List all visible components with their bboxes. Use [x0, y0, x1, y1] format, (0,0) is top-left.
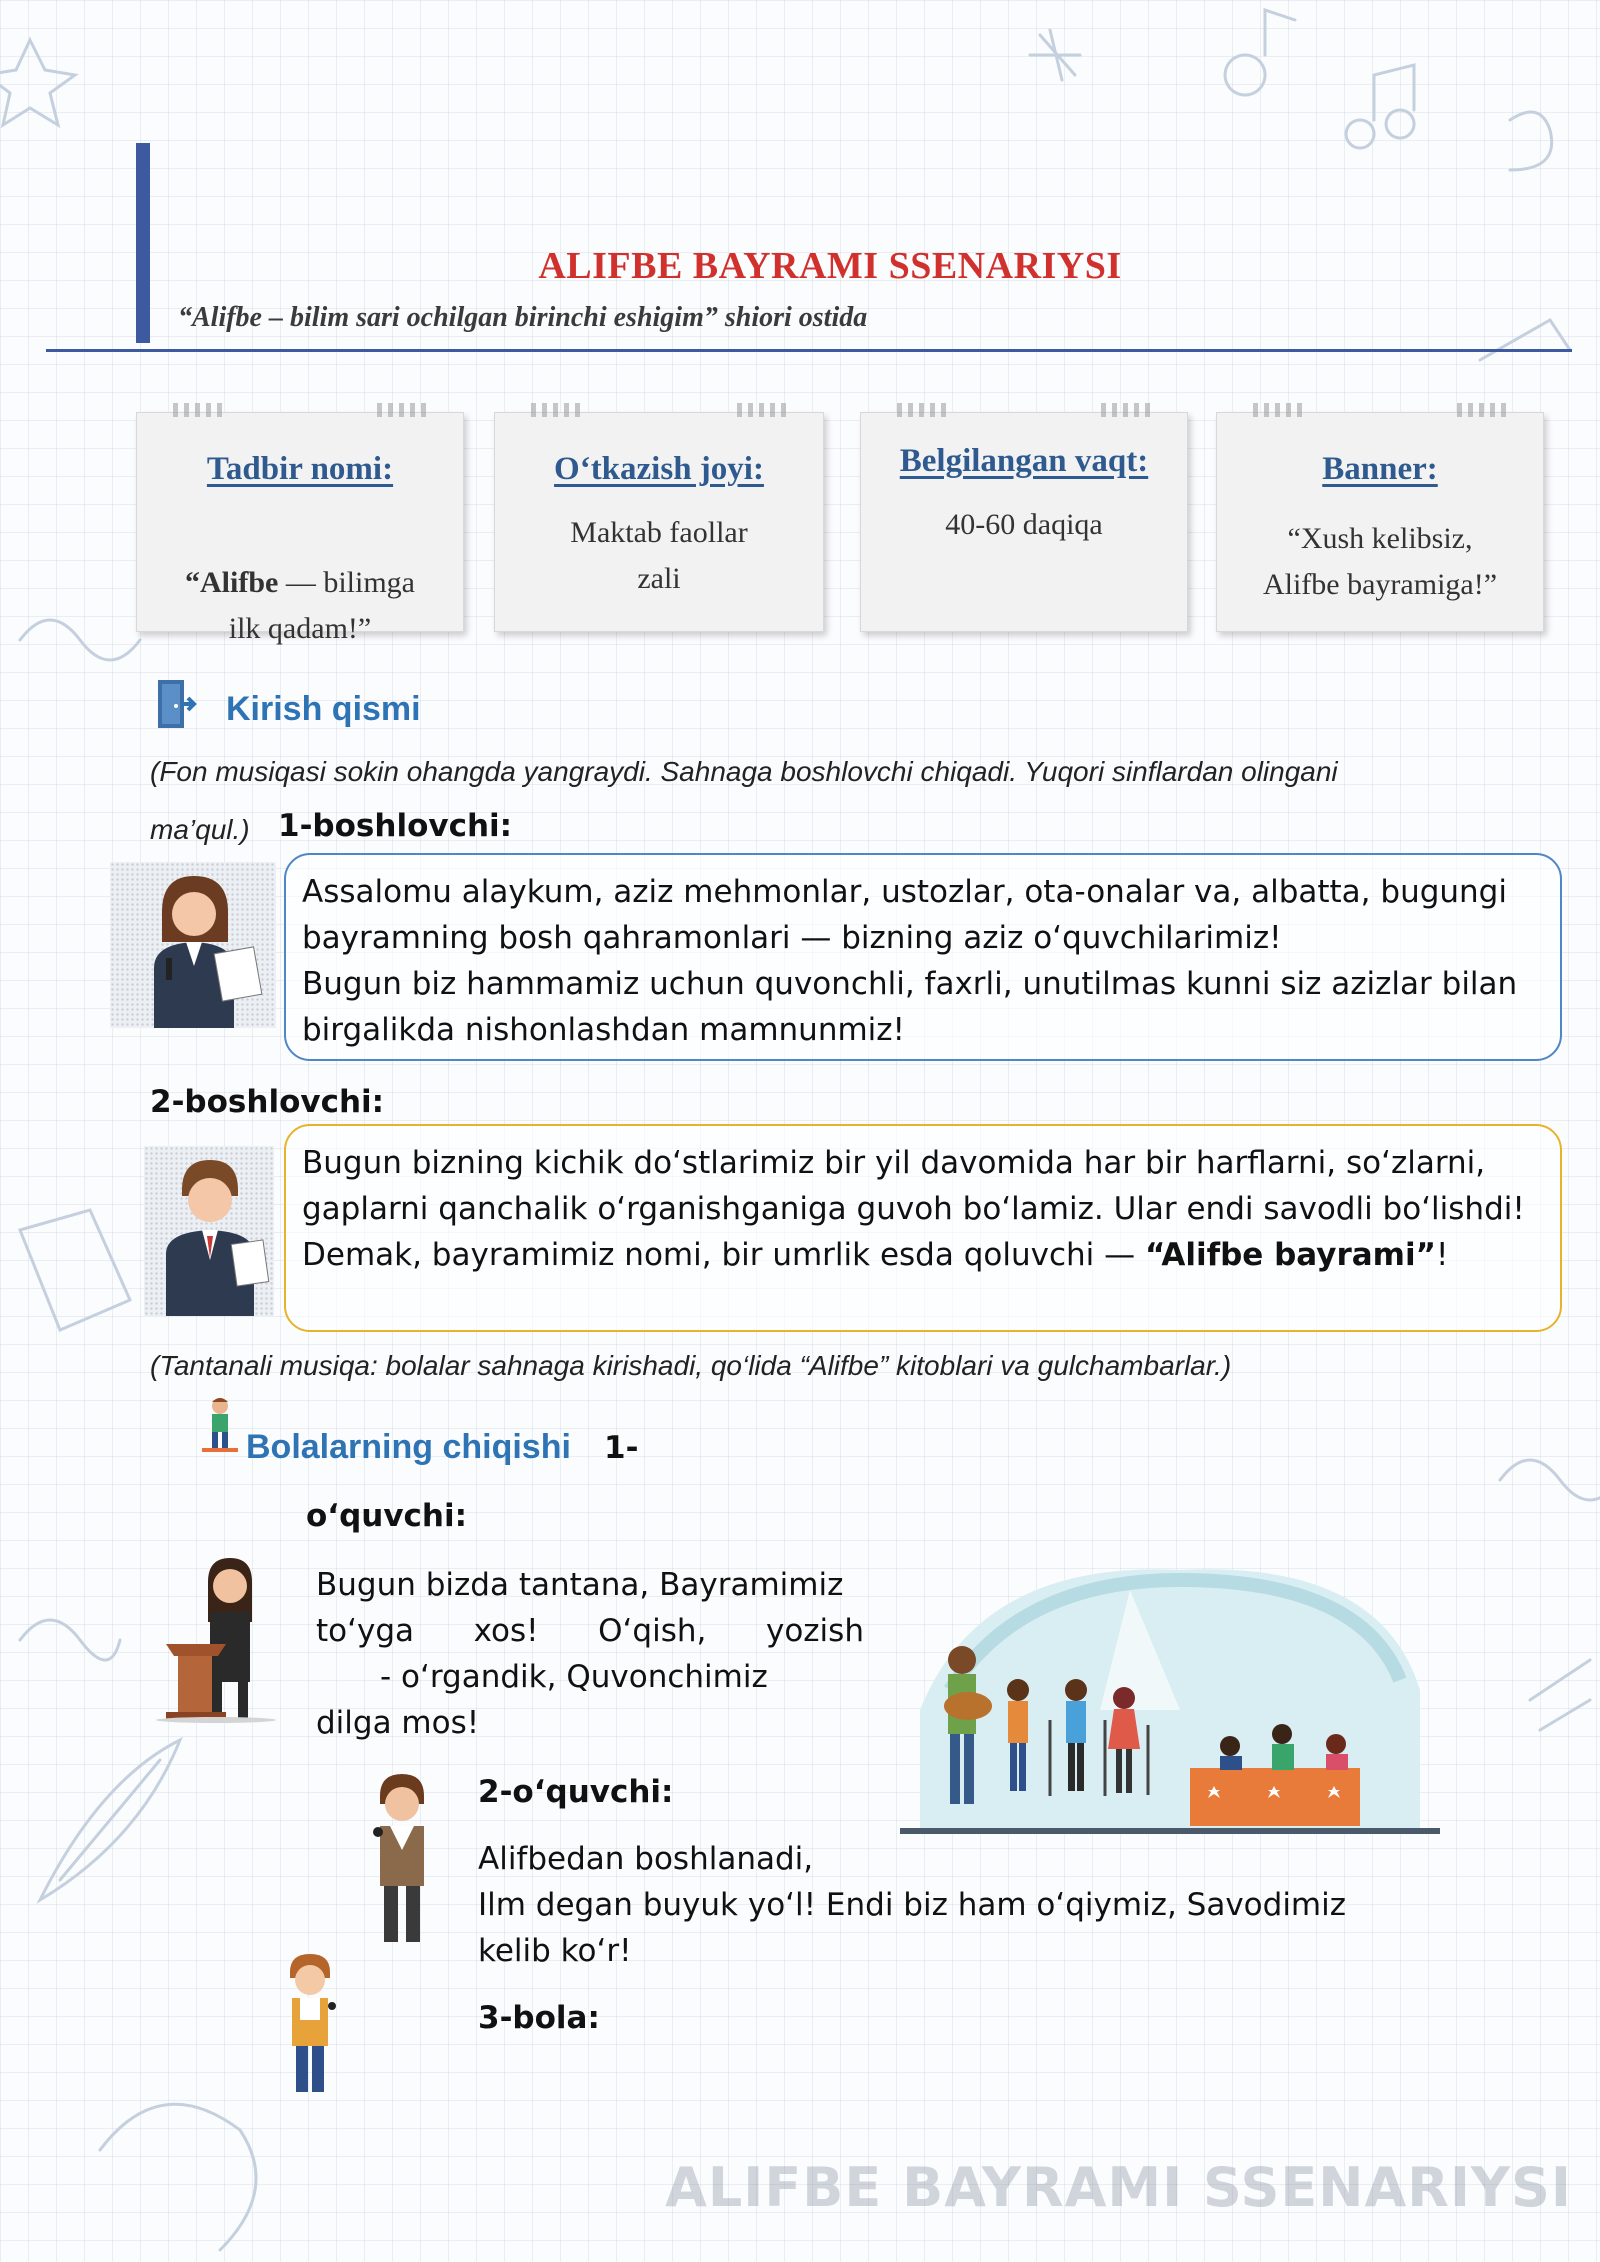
intro-heading: Kirish qismi: [226, 690, 421, 728]
student2-figure: [356, 1770, 446, 1950]
children-heading: Bolalarning chiqishi: [246, 1428, 571, 1466]
host1-portrait: [110, 862, 276, 1028]
host2-speech-box: [284, 1124, 1562, 1332]
title-divider: [46, 349, 1572, 352]
verse-word: O‘qish,: [598, 1613, 707, 1649]
stage-note-music: (Tantanali musiqa: bolalar sahnaga kirishadi, qo‘lida “Alifbe” kitoblari va gulchambarlar.): [150, 1350, 1232, 1381]
info-card-duration: [860, 412, 1188, 632]
student1-label: o‘quvchi:: [306, 1498, 468, 1534]
host2-portrait: [144, 1146, 274, 1316]
verse-line: dilga mos!: [316, 1705, 480, 1741]
verse-word: to‘yga: [316, 1613, 414, 1649]
student1-verse: [316, 1562, 864, 1746]
verse-word: yozish: [765, 1613, 864, 1649]
host1-paragraph: Bugun biz hammamiz uchun quvonchli, faxrli, unutilmas kunni siz azizlar bilan birgalikda nishonlashdan mamnunmiz!: [302, 966, 1518, 1048]
verse-line: Bugun bizda tantana, Bayramimiz: [316, 1567, 844, 1603]
card-label: O‘tkazish joyi:: [554, 451, 764, 487]
door-exit-icon: [154, 676, 198, 732]
card-label: Banner:: [1322, 451, 1438, 487]
child-figure-icon: [200, 1396, 240, 1454]
info-card-banner: [1216, 412, 1544, 632]
student2-verse: [478, 1836, 1346, 1974]
host2-text-bold: “Alifbe bayrami”: [1144, 1237, 1436, 1273]
host2-label: 2-boshlovchi:: [150, 1084, 385, 1120]
card-value: 40-60 daqiqa: [945, 508, 1103, 541]
host2-text: Demak, bayramimiz nomi, bir umrlik esda qoluvchi —: [302, 1237, 1145, 1273]
card-label: Belgilangan vaqt:: [899, 443, 1149, 479]
card-value: “Xush kelibsiz, Alifbe bayramiga!”: [1262, 522, 1498, 601]
host1-label: 1-boshlovchi:: [278, 808, 513, 844]
info-card-venue: [494, 412, 824, 632]
page-title: ALIFBE BAYRAMI SSENARIYSI: [538, 245, 1122, 287]
title-accent-bar: [136, 143, 150, 343]
student2-label: 2-o‘quvchi:: [478, 1774, 674, 1810]
card-value: Maktab faollar zali: [570, 516, 748, 595]
stage-note: (Fon musiqasi sokin ohangda yangraydi. Sahnaga boshlovchi chiqadi. Yuqori sinflardan olingani: [150, 756, 1338, 787]
card-value: “Alifbe — bilimga ilk qadam!”: [185, 566, 415, 645]
host2-text-end: !: [1435, 1237, 1449, 1273]
verse-word: xos!: [473, 1613, 539, 1649]
student3-figure: [270, 1950, 350, 2100]
stage-performance-illustration: [890, 1550, 1450, 1840]
verse-line: - o‘rgandik, Quvonchimiz: [380, 1659, 768, 1695]
stage-note-end: ma’qul.): [150, 814, 250, 845]
verse-line: kelib ko‘r!: [478, 1933, 632, 1969]
host2-paragraph-closing: [302, 1232, 1544, 1278]
card-label: Tadbir nomi:: [206, 451, 394, 487]
host1-speech-box: [284, 853, 1562, 1061]
student1-label-number: 1-: [604, 1430, 639, 1466]
info-card-event-name: [136, 412, 464, 645]
verse-line-justified: [316, 1608, 864, 1654]
student1-figure: [146, 1552, 286, 1724]
student3-label: 3-bola:: [478, 2000, 600, 2036]
verse-line: Ilm degan buyuk yo‘l! Endi biz ham o‘qiymiz, Savodimiz: [478, 1887, 1347, 1923]
host1-paragraph: Assalomu alaykum, aziz mehmonlar, ustozlar, ota-onalar va, albatta, bugungi bayramning bosh qahramonlari — bizning aziz o‘quvchilarimiz!: [302, 874, 1507, 956]
page-subtitle: “Alifbe – bilim sari ochilgan birinchi eshigim” shiori ostida: [178, 302, 868, 333]
verse-line: Alifbedan boshlanadi,: [478, 1841, 814, 1877]
card-value-bold: “Alifbe: [185, 566, 279, 599]
footer-watermark: ALIFBE BAYRAMI SSENARIYSI: [665, 2156, 1572, 2219]
host2-paragraph: Bugun bizning kichik do‘stlarimiz bir yil davomida har bir harflarni, so‘zlarni, gaplarni qanchalik o‘rganishganiga guvoh bo‘lamiz. Ular endi savodli bo‘lishdi!: [302, 1145, 1525, 1227]
